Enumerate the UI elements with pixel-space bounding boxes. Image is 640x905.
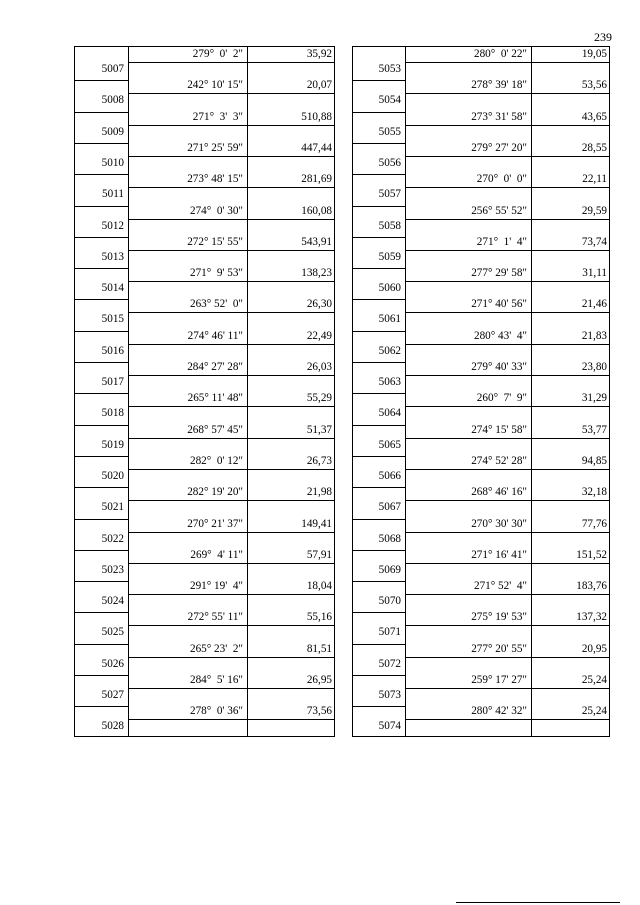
bearing-angle: 242° 10' 15"	[187, 79, 243, 92]
row-divider	[353, 456, 405, 457]
row-divider	[405, 93, 609, 94]
point-number: 5063	[378, 376, 401, 388]
point-number: 5060	[378, 282, 401, 295]
row-divider	[353, 112, 405, 113]
segment-distance: 73,74	[581, 235, 607, 248]
bearing-angle: 269° 4' 11"	[190, 548, 243, 561]
segment-distance: 25,24	[581, 705, 607, 718]
row-divider	[405, 500, 609, 501]
point-number: 5073	[378, 689, 401, 701]
row-divider	[353, 362, 405, 363]
segment-distance: 43,65	[581, 110, 607, 123]
segment-distance: 18,04	[306, 580, 332, 593]
bearing-angle: 274° 0' 30"	[189, 204, 243, 217]
row-divider	[405, 625, 609, 626]
segment-distance: 31,11	[582, 267, 607, 280]
bearing-angle: 278° 39' 18"	[471, 79, 527, 92]
row-divider	[75, 581, 128, 582]
segment-distance: 183,76	[576, 580, 607, 593]
segment-distance: 447,44	[301, 141, 332, 154]
segment-distance: 160,08	[301, 204, 332, 217]
segment-distance: 20,07	[306, 79, 332, 92]
row-divider	[353, 299, 405, 300]
row-divider	[353, 706, 405, 707]
segment-distance: 20,95	[581, 642, 607, 655]
bearing-angle: 271° 16' 41"	[471, 548, 527, 561]
point-number: 5020	[101, 469, 124, 482]
row-divider	[128, 62, 334, 63]
row-divider	[128, 688, 334, 689]
segment-distance: 19,05	[581, 48, 607, 60]
point-number: 5064	[378, 407, 401, 420]
segment-distance: 151,52	[576, 548, 607, 561]
row-divider	[75, 362, 128, 363]
bearing-angle: 277° 29' 58"	[471, 267, 527, 280]
segment-distance: 25,24	[581, 674, 607, 686]
segment-distance: 31,29	[581, 392, 607, 405]
row-divider	[75, 456, 128, 457]
row-divider	[405, 156, 609, 157]
segment-distance: 73,56	[306, 705, 332, 718]
point-number: 5067	[378, 501, 401, 514]
bearing-angle: 256° 55' 52"	[471, 204, 527, 217]
segment-distance: 26,73	[306, 454, 332, 467]
point-number: 5010	[101, 156, 124, 169]
row-divider	[75, 268, 128, 269]
segment-distance: 22,11	[582, 173, 607, 186]
row-divider	[75, 80, 128, 81]
segment-distance: 21,46	[581, 298, 607, 311]
row-divider	[353, 550, 405, 551]
row-divider	[128, 93, 334, 94]
row-divider	[353, 519, 405, 520]
row-divider	[405, 250, 609, 251]
row-divider	[405, 532, 609, 533]
point-number: 5015	[101, 313, 124, 326]
bearing-angle: 280° 42' 32"	[471, 705, 527, 718]
point-number: 5066	[378, 469, 401, 482]
point-number: 5074	[378, 720, 401, 733]
segment-distance: 26,95	[306, 674, 332, 686]
bearing-angle: 275° 19' 53"	[471, 611, 527, 624]
bearing-angle: 277° 20' 55"	[471, 642, 527, 655]
point-number: 5056	[378, 156, 401, 169]
row-divider	[75, 644, 128, 645]
bearing-angle: 265° 11' 48"	[187, 392, 243, 405]
segment-distance: 22,49	[306, 329, 332, 342]
row-divider	[75, 519, 128, 520]
row-divider	[128, 657, 334, 658]
point-number: 5008	[101, 94, 124, 107]
row-divider	[128, 281, 334, 282]
row-divider	[405, 594, 609, 595]
bearing-angle: 291° 19' 4"	[189, 580, 243, 593]
row-divider	[405, 187, 609, 188]
segment-distance: 32,18	[581, 486, 607, 499]
row-divider	[353, 612, 405, 613]
coordinate-table-right	[352, 46, 610, 737]
row-divider	[405, 62, 609, 63]
bearing-angle: 280° 0' 22"	[473, 48, 527, 60]
row-divider	[128, 594, 334, 595]
point-number: 5012	[101, 219, 124, 232]
segment-distance: 149,41	[301, 517, 332, 530]
bearing-angle: 271° 3' 3"	[192, 110, 243, 123]
row-divider	[75, 393, 128, 394]
row-divider	[128, 187, 334, 188]
row-divider	[353, 331, 405, 332]
bearing-angle: 282° 0' 12"	[189, 454, 243, 467]
bearing-angle: 271° 52' 4"	[473, 580, 527, 593]
bearing-angle: 272° 15' 55"	[187, 235, 243, 248]
point-number: 5071	[378, 626, 401, 639]
segment-distance: 53,56	[581, 79, 607, 92]
row-divider	[405, 438, 609, 439]
bearing-angle: 273° 48' 15"	[187, 173, 243, 186]
point-number: 5065	[378, 438, 401, 451]
bearing-angle: 274° 52' 28"	[471, 454, 527, 467]
bearing-angle: 268° 57' 45"	[187, 423, 243, 436]
row-divider	[128, 719, 334, 720]
row-divider	[353, 206, 405, 207]
row-divider	[405, 563, 609, 564]
bearing-angle: 271° 25' 59"	[187, 141, 243, 154]
point-number: 5055	[378, 125, 401, 138]
bearing-angle: 265° 23' 2"	[189, 642, 243, 655]
row-divider	[405, 688, 609, 689]
row-divider	[128, 469, 334, 470]
point-number: 5057	[378, 188, 401, 201]
point-number: 5017	[101, 376, 124, 388]
point-number: 5028	[101, 720, 124, 733]
bearing-angle: 278° 0' 36"	[189, 705, 243, 718]
segment-distance: 138,23	[301, 267, 332, 280]
point-number: 5054	[378, 94, 401, 107]
row-divider	[353, 644, 405, 645]
bearing-angle: 274° 46' 11"	[187, 329, 243, 342]
segment-distance: 21,83	[581, 329, 607, 342]
segment-distance: 21,98	[306, 486, 332, 499]
row-divider	[75, 612, 128, 613]
bearing-angle: 272° 55' 11"	[187, 611, 243, 624]
bearing-angle: 284° 5' 16"	[189, 674, 243, 686]
row-divider	[128, 406, 334, 407]
bearing-angle: 270° 30' 30"	[471, 517, 527, 530]
row-divider	[128, 532, 334, 533]
row-divider	[353, 143, 405, 144]
row-divider	[353, 581, 405, 582]
row-divider	[128, 344, 334, 345]
segment-distance: 53,77	[581, 423, 607, 436]
segment-distance: 281,69	[301, 173, 332, 186]
point-number: 5023	[101, 563, 124, 576]
point-number: 5059	[378, 250, 401, 263]
point-number: 5026	[101, 657, 124, 670]
row-divider	[128, 375, 334, 376]
bearing-angle: 271° 1' 4"	[476, 235, 527, 248]
bearing-angle: 268° 46' 16"	[471, 486, 527, 499]
row-divider	[128, 500, 334, 501]
row-divider	[75, 675, 128, 676]
point-number: 5007	[101, 63, 124, 75]
point-number: 5058	[378, 219, 401, 232]
footer-rule	[456, 902, 620, 903]
row-divider	[405, 125, 609, 126]
segment-distance: 137,32	[576, 611, 607, 624]
row-divider	[75, 112, 128, 113]
row-divider	[405, 219, 609, 220]
row-divider	[405, 344, 609, 345]
segment-distance: 55,16	[306, 611, 332, 624]
page-number: 239	[594, 30, 612, 44]
point-number: 5072	[378, 657, 401, 670]
segment-distance: 81,51	[306, 642, 332, 655]
bearing-angle: 259° 17' 27"	[471, 674, 527, 686]
segment-distance: 23,80	[581, 361, 607, 373]
row-divider	[128, 125, 334, 126]
row-divider	[75, 550, 128, 551]
segment-distance: 26,30	[306, 298, 332, 311]
row-divider	[405, 406, 609, 407]
point-number: 5061	[378, 313, 401, 326]
row-divider	[405, 281, 609, 282]
row-divider	[405, 375, 609, 376]
row-divider	[128, 312, 334, 313]
coordinate-table-left	[74, 46, 335, 737]
point-number: 5022	[101, 532, 124, 545]
bearing-angle: 274° 15' 58"	[471, 423, 527, 436]
point-number: 5014	[101, 282, 124, 295]
segment-distance: 35,92	[306, 48, 332, 60]
bearing-angle: 280° 43' 4"	[473, 329, 527, 342]
bearing-angle: 271° 40' 56"	[471, 298, 527, 311]
row-divider	[405, 657, 609, 658]
segment-distance: 77,76	[581, 517, 607, 530]
point-number: 5062	[378, 344, 401, 357]
row-divider	[75, 206, 128, 207]
row-divider	[405, 312, 609, 313]
segment-distance: 94,85	[581, 454, 607, 467]
point-number: 5070	[378, 595, 401, 608]
point-number: 5021	[101, 501, 124, 514]
row-divider	[75, 174, 128, 175]
row-divider	[353, 675, 405, 676]
row-divider	[75, 706, 128, 707]
row-divider	[75, 143, 128, 144]
row-divider	[128, 563, 334, 564]
point-number: 5016	[101, 344, 124, 357]
point-number: 5024	[101, 595, 124, 608]
bearing-angle: 279° 27' 20"	[471, 141, 527, 154]
row-divider	[353, 487, 405, 488]
point-number: 5025	[101, 626, 124, 639]
bearing-angle: 279° 0' 2"	[192, 48, 243, 60]
bearing-angle: 270° 0' 0"	[476, 173, 527, 186]
point-number: 5018	[101, 407, 124, 420]
row-divider	[128, 625, 334, 626]
point-number: 5027	[101, 689, 124, 701]
row-divider	[405, 719, 609, 720]
row-divider	[128, 219, 334, 220]
segment-distance: 510,88	[301, 110, 332, 123]
bearing-angle: 263° 52' 0"	[189, 298, 243, 311]
row-divider	[353, 174, 405, 175]
row-divider	[128, 156, 334, 157]
point-number: 5013	[101, 250, 124, 263]
bearing-angle: 282° 19' 20"	[187, 486, 243, 499]
row-divider	[353, 80, 405, 81]
point-number: 5011	[102, 188, 124, 201]
segment-distance: 26,03	[306, 361, 332, 373]
row-divider	[353, 268, 405, 269]
segment-distance: 29,59	[581, 204, 607, 217]
bearing-angle: 273° 31' 58"	[471, 110, 527, 123]
point-number: 5053	[378, 63, 401, 75]
segment-distance: 55,29	[306, 392, 332, 405]
row-divider	[75, 237, 128, 238]
segment-distance: 543,91	[301, 235, 332, 248]
segment-distance: 57,91	[306, 548, 332, 561]
bearing-angle: 279° 40' 33"	[471, 361, 527, 373]
point-number: 5009	[101, 125, 124, 138]
row-divider	[353, 425, 405, 426]
row-divider	[75, 425, 128, 426]
point-number: 5069	[378, 563, 401, 576]
bearing-angle: 271° 9' 53"	[189, 267, 243, 280]
row-divider	[128, 250, 334, 251]
row-divider	[75, 331, 128, 332]
bearing-angle: 270° 21' 37"	[187, 517, 243, 530]
segment-distance: 28,55	[581, 141, 607, 154]
row-divider	[128, 438, 334, 439]
row-divider	[405, 469, 609, 470]
segment-distance: 51,37	[306, 423, 332, 436]
row-divider	[75, 487, 128, 488]
point-number: 5068	[378, 532, 401, 545]
row-divider	[75, 299, 128, 300]
row-divider	[353, 393, 405, 394]
point-number: 5019	[101, 438, 124, 451]
bearing-angle: 260° 7' 9"	[476, 392, 527, 405]
bearing-angle: 284° 27' 28"	[187, 361, 243, 373]
row-divider	[353, 237, 405, 238]
